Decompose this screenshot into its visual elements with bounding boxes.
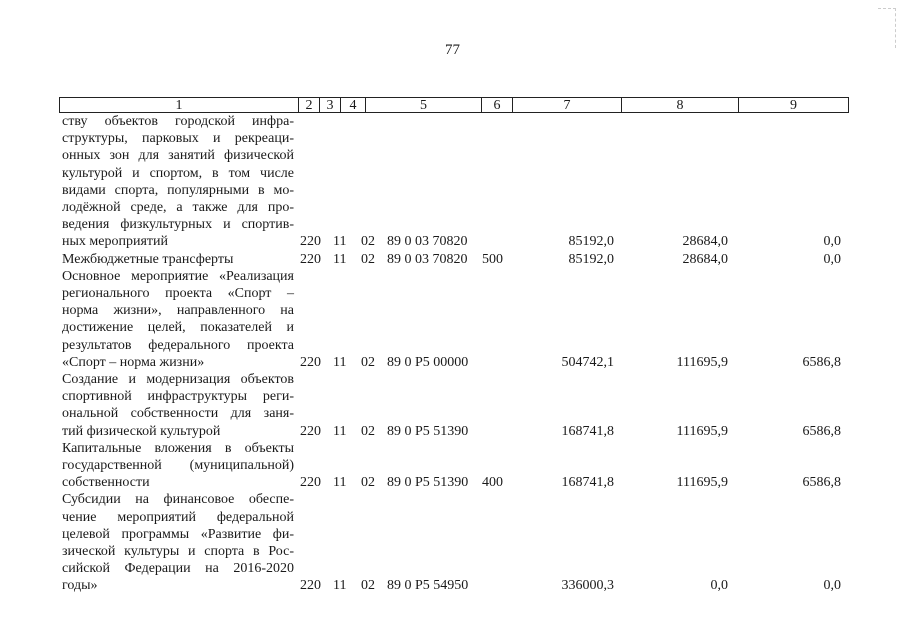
cell-col-4: 02 <box>361 251 375 267</box>
cell-col-8: 111695,9 <box>676 423 728 439</box>
header-col-8: 8 <box>622 97 739 113</box>
cell-col-8: 111695,9 <box>676 475 728 491</box>
cell-col-5: 89 0 Р5 51390 <box>387 423 469 439</box>
description-line: ональной собственности для заня- <box>62 406 294 422</box>
description-line: результатов федерального проекта <box>62 337 294 353</box>
cell-col-7: 168741,8 <box>561 475 614 491</box>
cell-col-2: 220 <box>300 578 321 594</box>
description-line: собственности <box>62 475 150 491</box>
cell-col-9: 6586,8 <box>802 423 841 439</box>
header-col-1: 1 <box>59 97 299 113</box>
description-line: тий физической культурой <box>62 423 221 439</box>
cell-col-7: 85192,0 <box>568 234 614 250</box>
cell-col-2: 220 <box>300 423 321 439</box>
description-line: онных зон для занятий физической <box>62 148 294 164</box>
cell-col-4: 02 <box>361 354 375 370</box>
cell-col-2: 220 <box>300 251 321 267</box>
cell-col-9: 0,0 <box>823 578 841 594</box>
cell-col-3: 11 <box>333 251 347 267</box>
cell-col-6: 500 <box>482 251 503 267</box>
description-line: Капитальные вложения в объекты <box>62 440 294 456</box>
description-line: структуры, парковых и рекреаци- <box>62 131 294 147</box>
page-number: 77 <box>445 42 460 58</box>
cell-col-5: 89 0 Р5 51390 <box>387 475 469 491</box>
cell-col-9: 6586,8 <box>802 475 841 491</box>
cell-col-7: 336000,3 <box>561 578 614 594</box>
cell-col-7: 168741,8 <box>561 423 614 439</box>
description-line: целевой программы «Развитие фи- <box>62 526 294 542</box>
cell-col-4: 02 <box>361 423 375 439</box>
cell-col-4: 02 <box>361 578 375 594</box>
description-line: государственной (муниципальной) <box>62 457 294 473</box>
cell-col-4: 02 <box>361 234 375 250</box>
description-line: зической культуры и спорта в Рос- <box>62 543 294 559</box>
row-values <box>0 577 905 594</box>
description-line: сийской Федерации на 2016-2020 <box>62 561 294 577</box>
description-line: Основное мероприятие «Реализация <box>62 268 294 284</box>
description-line: ству объектов городской инфра- <box>62 114 294 129</box>
description-line: культурой и спортом, в том числе <box>62 165 294 181</box>
cell-col-8: 0,0 <box>710 578 728 594</box>
row-description <box>62 113 294 251</box>
cell-col-3: 11 <box>333 423 347 439</box>
cell-col-3: 11 <box>333 354 347 370</box>
description-line: достижение целей, показателей и <box>62 320 294 336</box>
cell-col-8: 28684,0 <box>682 234 728 250</box>
cell-col-7: 504742,1 <box>561 354 614 370</box>
cell-col-8: 28684,0 <box>682 251 728 267</box>
cell-col-7: 85192,0 <box>568 251 614 267</box>
description-line: норма жизни», направленного на <box>62 303 294 319</box>
description-line: регионального проекта «Спорт – <box>62 285 294 301</box>
description-line: видами спорта, популярными в мо- <box>62 182 294 198</box>
header-col-4: 4 <box>341 97 366 113</box>
description-line: чение мероприятий федеральной <box>62 509 294 525</box>
cell-col-2: 220 <box>300 234 321 250</box>
row-values <box>0 423 905 440</box>
cell-col-8: 111695,9 <box>676 354 728 370</box>
cell-col-3: 11 <box>333 234 347 250</box>
description-line: лодёжной среде, а также для про- <box>62 199 294 215</box>
cell-col-5: 89 0 03 70820 <box>387 234 468 250</box>
cell-col-5: 89 0 Р5 54950 <box>387 578 469 594</box>
row-values <box>0 251 905 268</box>
cell-col-3: 11 <box>333 475 347 491</box>
cell-col-6: 400 <box>482 475 503 491</box>
cell-col-9: 6586,8 <box>802 354 841 370</box>
crop-mark <box>895 8 896 48</box>
cell-col-9: 0,0 <box>823 251 841 267</box>
description-line: ведения физкультурных и спортив- <box>62 217 294 233</box>
cell-col-3: 11 <box>333 578 347 594</box>
cell-col-5: 89 0 Р5 00000 <box>387 354 469 370</box>
description-line: ных мероприятий <box>62 234 168 250</box>
header-col-7: 7 <box>513 97 622 113</box>
description-line: «Спорт – норма жизни» <box>62 354 205 370</box>
header-col-2: 2 <box>299 97 320 113</box>
row-values <box>0 233 905 250</box>
crop-mark <box>878 8 896 9</box>
description-line: Межбюджетные трансферты <box>62 251 234 267</box>
cell-col-2: 220 <box>300 475 321 491</box>
cell-col-2: 220 <box>300 354 321 370</box>
header-col-5: 5 <box>366 97 482 113</box>
header-col-9: 9 <box>739 97 849 113</box>
cell-col-9: 0,0 <box>823 234 841 250</box>
header-col-6: 6 <box>482 97 513 113</box>
description-line: Создание и модернизация объектов <box>62 372 294 387</box>
header-col-3: 3 <box>320 97 341 113</box>
cell-col-4: 02 <box>361 475 375 491</box>
cell-col-5: 89 0 03 70820 <box>387 251 468 267</box>
description-line: спортивной инфраструктуры реги- <box>62 389 294 405</box>
row-values <box>0 354 905 371</box>
description-line: годы» <box>62 578 98 594</box>
description-line: Субсидии на финансовое обеспе- <box>62 492 294 508</box>
row-values <box>0 474 905 491</box>
